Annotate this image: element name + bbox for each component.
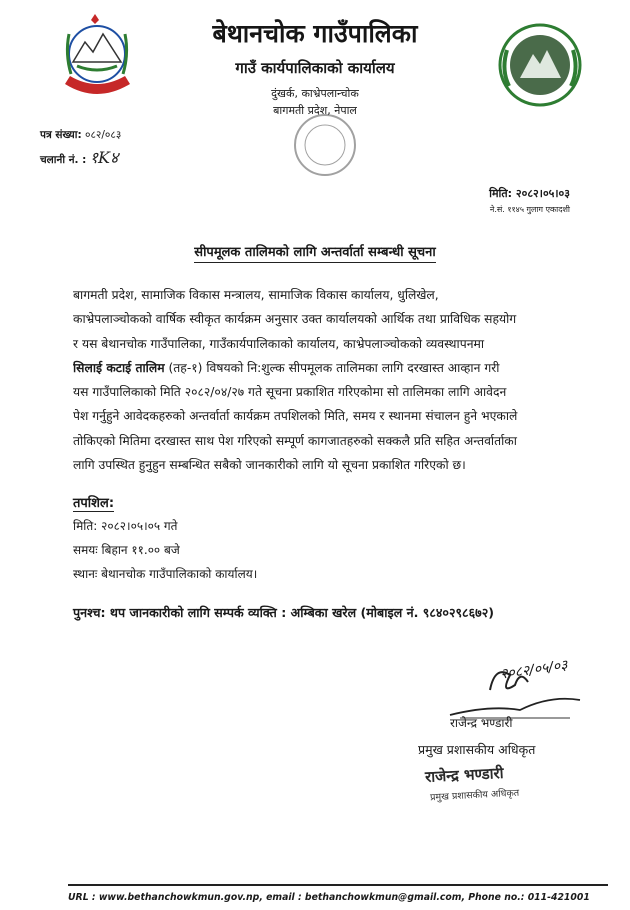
body-line: र यस बेथानचोक गाउँपालिका, गाउँकार्यपालिकाको कार्यालय, काभ्रेपलाञ्चोकको व्यवस्थापनमा	[73, 336, 485, 351]
office-subtitle: गाउँ कार्यपालिकाको कार्यालय	[235, 59, 395, 77]
dispatch-number: चलानी नं. : १K४	[40, 148, 119, 167]
body-line: बागमती प्रदेश, सामाजिक विकास मन्त्रालय, सामाजिक विकास कार्यालय, धुलिखेल,	[73, 288, 439, 302]
notice-date: मिति: २०८२।०५।०३	[489, 187, 570, 200]
municipality-title: बेथानचोक गाउँपालिका	[212, 19, 418, 48]
details-place: स्थानः बेथानचोक गाउँपालिकाको कार्यालय।	[73, 567, 258, 581]
notice-body	[73, 283, 573, 477]
body-line: पेश गर्नुहुने आवेदकहरुको अन्तर्वार्ता कार्यक्रम तपशिलको मिति, समय र स्थानमा संचालन हुने भएकाले	[73, 409, 518, 424]
notice-heading: सीपमूलक तालिमको लागि अन्तर्वार्ता सम्बन्धी सूचना	[0, 242, 630, 260]
footer-divider	[68, 884, 608, 886]
address-line-1: दुंखर्क, काभ्रेपलान्चोक	[271, 87, 359, 100]
details-heading: तपशिल:	[73, 496, 115, 511]
postscript-contact: पुनश्च: थप जानकारीको लागि सम्पर्क व्यक्ति : अम्बिका खरेल (मोबाइल नं. ९८४०२९८६७२)	[73, 605, 495, 620]
details-date: मिति: २०८२।०५।०५ गते	[73, 519, 178, 533]
body-line: यस गाउँपालिकाको मिति २०८२/०४/२७ गते सूचना प्रकाशित गरिएकोमा सो तालिमका लागि आवेदन	[73, 385, 507, 400]
body-line: काभ्रेपलाञ्चोकको वार्षिक स्वीकृत कार्यक्रम अनुसार उक्त कार्यालयको आर्थिक तथा प्राविधिक सहयोग	[73, 312, 517, 327]
training-name: सिलाई कटाई तालिम	[73, 360, 165, 375]
nepal-samvat-date: ने.सं. ११४५ गुलाग एकादशी	[489, 205, 570, 214]
body-line: तोकिएको मितिमा दरखास्त साथ पेश गरिएको सम्पूर्ण कागजातहरुको सक्कलै प्रति सहित अन्तर्वार्ताका	[73, 433, 517, 448]
body-line: लागि उपस्थित हुनुहुन सम्बन्धित सबैको जानकारीको लागि यो सूचना प्रकाशित गरिएको छ।	[73, 458, 466, 473]
details-time: समयः बिहान ११.०० बजे	[73, 543, 180, 557]
letter-number: पत्र संख्या: ०८२/०८३	[40, 129, 122, 141]
signature-date: २०८२/०५/०३	[499, 657, 569, 683]
municipality-logo-icon	[495, 20, 585, 110]
stamp-name: राजेन्द्र भण्डारी	[424, 763, 504, 787]
office-seal-icon	[290, 110, 360, 180]
address-line-2: बागमती प्रदेश, नेपाल	[273, 104, 357, 117]
signatory-name: राजेन्द्र भण्डारी	[450, 716, 513, 730]
signatory-designation: प्रमुख प्रशासकीय अधिकृत	[418, 742, 536, 757]
stamp-designation: प्रमुख प्रशासकीय अधिकृत	[429, 787, 520, 804]
body-line: सिलाई कटाई तालिम (तह-१) विषयको नि:शुल्क सीपमूलक तालिमका लागि दरखास्त आव्हान गरी	[73, 360, 500, 375]
footer-contact: URL : www.bethanchowkmun.gov.np, email : bethanchowkmun@gmail.com, Phone no.: 011-421001	[68, 892, 590, 903]
